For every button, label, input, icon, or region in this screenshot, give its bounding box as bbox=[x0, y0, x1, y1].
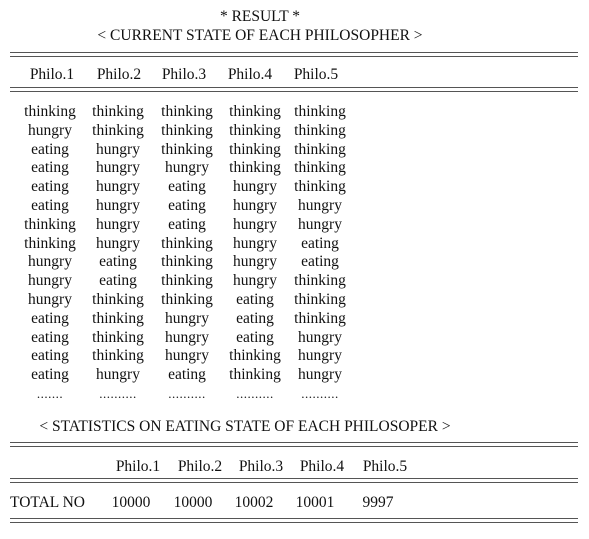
state-cell: hungry bbox=[96, 215, 140, 233]
state-cell: eating bbox=[99, 272, 137, 290]
state-cell: thinking bbox=[294, 121, 346, 139]
stats-title: < STATISTICS ON EATING STATE OF EACH PHILOSOPER > bbox=[39, 418, 451, 435]
state-cell: hungry bbox=[96, 178, 140, 196]
state-cell: thinking bbox=[24, 234, 76, 252]
state-cell: thinking bbox=[24, 103, 76, 120]
state-cell: thinking bbox=[24, 215, 76, 233]
state-cell: thinking bbox=[229, 347, 281, 365]
double-rule bbox=[10, 87, 578, 92]
state-cell: thinking bbox=[92, 103, 144, 120]
state-cell: hungry bbox=[165, 347, 209, 365]
state-cell: hungry bbox=[233, 234, 277, 252]
total-value: 9997 bbox=[362, 494, 394, 511]
state-cell: thinking bbox=[294, 291, 346, 308]
column-header: Philo.2 bbox=[96, 66, 142, 83]
state-cell: eating bbox=[168, 366, 206, 384]
state-cell: hungry bbox=[28, 121, 72, 139]
state-cell: thinking bbox=[92, 309, 144, 327]
ellipsis: ....... bbox=[36, 386, 64, 401]
state-cell: hungry bbox=[298, 347, 342, 365]
state-cell: thinking bbox=[294, 140, 346, 158]
state-cell: hungry bbox=[233, 215, 277, 233]
state-cell: eating bbox=[31, 309, 69, 327]
total-value: 10000 bbox=[111, 494, 151, 511]
state-cell: hungry bbox=[96, 234, 140, 252]
state-cell: hungry bbox=[233, 178, 277, 196]
double-rule bbox=[10, 442, 578, 447]
double-rule bbox=[10, 518, 578, 523]
state-cell: thinking bbox=[229, 140, 281, 158]
double-rule bbox=[10, 52, 578, 57]
state-cell: eating bbox=[31, 347, 69, 365]
column-header: Philo.3 bbox=[161, 66, 207, 83]
state-cell: hungry bbox=[96, 159, 140, 177]
state-cell: eating bbox=[31, 366, 69, 384]
state-cell: eating bbox=[168, 178, 206, 196]
total-value: 10001 bbox=[295, 494, 335, 511]
state-cell: thinking bbox=[161, 291, 213, 308]
state-cell: eating bbox=[236, 309, 274, 327]
state-cell: eating bbox=[301, 253, 339, 271]
state-cell: thinking bbox=[161, 121, 213, 139]
state-cell: eating bbox=[31, 178, 69, 196]
state-cell: thinking bbox=[294, 178, 346, 196]
column-header: Philo.5 bbox=[293, 66, 339, 83]
total-value: 10000 bbox=[173, 494, 213, 511]
state-cell: thinking bbox=[229, 159, 281, 177]
state-cell: thinking bbox=[161, 103, 213, 120]
state-cell: thinking bbox=[229, 121, 281, 139]
ellipsis: .......... bbox=[99, 386, 137, 401]
state-cell: hungry bbox=[298, 215, 342, 233]
state-cell: eating bbox=[31, 328, 69, 346]
state-cell: hungry bbox=[165, 328, 209, 346]
state-cell: eating bbox=[236, 328, 274, 346]
state-cell: hungry bbox=[28, 291, 72, 308]
state-cell: eating bbox=[31, 159, 69, 177]
state-cell: hungry bbox=[165, 309, 209, 327]
state-cell: eating bbox=[301, 234, 339, 252]
state-cell: eating bbox=[99, 253, 137, 271]
state-cell: thinking bbox=[161, 272, 213, 290]
column-header: Philo.4 bbox=[227, 66, 273, 83]
state-cell: thinking bbox=[294, 272, 346, 290]
state-cell: hungry bbox=[298, 366, 342, 384]
state-cell: thinking bbox=[92, 291, 144, 308]
state-cell: hungry bbox=[165, 159, 209, 177]
double-rule bbox=[10, 478, 578, 483]
state-cell: hungry bbox=[298, 328, 342, 346]
state-cell: thinking bbox=[161, 234, 213, 252]
ellipsis: .......... bbox=[301, 386, 339, 401]
current-state-title: < CURRENT STATE OF EACH PHILOSOPHER > bbox=[97, 27, 423, 44]
state-cell: hungry bbox=[233, 253, 277, 271]
state-cell: thinking bbox=[294, 309, 346, 327]
total-label: TOTAL NO bbox=[10, 494, 85, 511]
stats-column-header: Philo.5 bbox=[362, 458, 408, 475]
state-cell: hungry bbox=[298, 197, 342, 214]
state-cell: thinking bbox=[161, 253, 213, 271]
state-cell: thinking bbox=[92, 347, 144, 365]
state-cell: eating bbox=[168, 197, 206, 214]
column-header: Philo.1 bbox=[29, 66, 75, 83]
stats-column-header: Philo.4 bbox=[299, 458, 345, 475]
stats-column-header: Philo.3 bbox=[238, 458, 284, 475]
state-cell: hungry bbox=[233, 272, 277, 290]
state-cell: thinking bbox=[92, 328, 144, 346]
state-cell: eating bbox=[31, 140, 69, 158]
ellipsis: .......... bbox=[236, 386, 274, 401]
state-cell: hungry bbox=[233, 197, 277, 214]
stats-column-header: Philo.1 bbox=[115, 458, 161, 475]
state-cell: thinking bbox=[161, 140, 213, 158]
state-cell: eating bbox=[236, 291, 274, 308]
state-cell: thinking bbox=[294, 159, 346, 177]
state-cell: hungry bbox=[28, 253, 72, 271]
state-cell: thinking bbox=[294, 103, 346, 120]
state-cell: hungry bbox=[96, 197, 140, 214]
state-cell: thinking bbox=[229, 366, 281, 384]
result-title: * RESULT * bbox=[219, 8, 301, 25]
stats-column-header: Philo.2 bbox=[177, 458, 223, 475]
ellipsis: .......... bbox=[168, 386, 206, 401]
state-cell: eating bbox=[31, 197, 69, 214]
state-cell: thinking bbox=[229, 103, 281, 120]
state-cell: hungry bbox=[28, 272, 72, 290]
state-cell: eating bbox=[168, 215, 206, 233]
state-cell: thinking bbox=[92, 121, 144, 139]
state-cell: hungry bbox=[96, 366, 140, 384]
total-value: 10002 bbox=[234, 494, 274, 511]
state-cell: hungry bbox=[96, 140, 140, 158]
